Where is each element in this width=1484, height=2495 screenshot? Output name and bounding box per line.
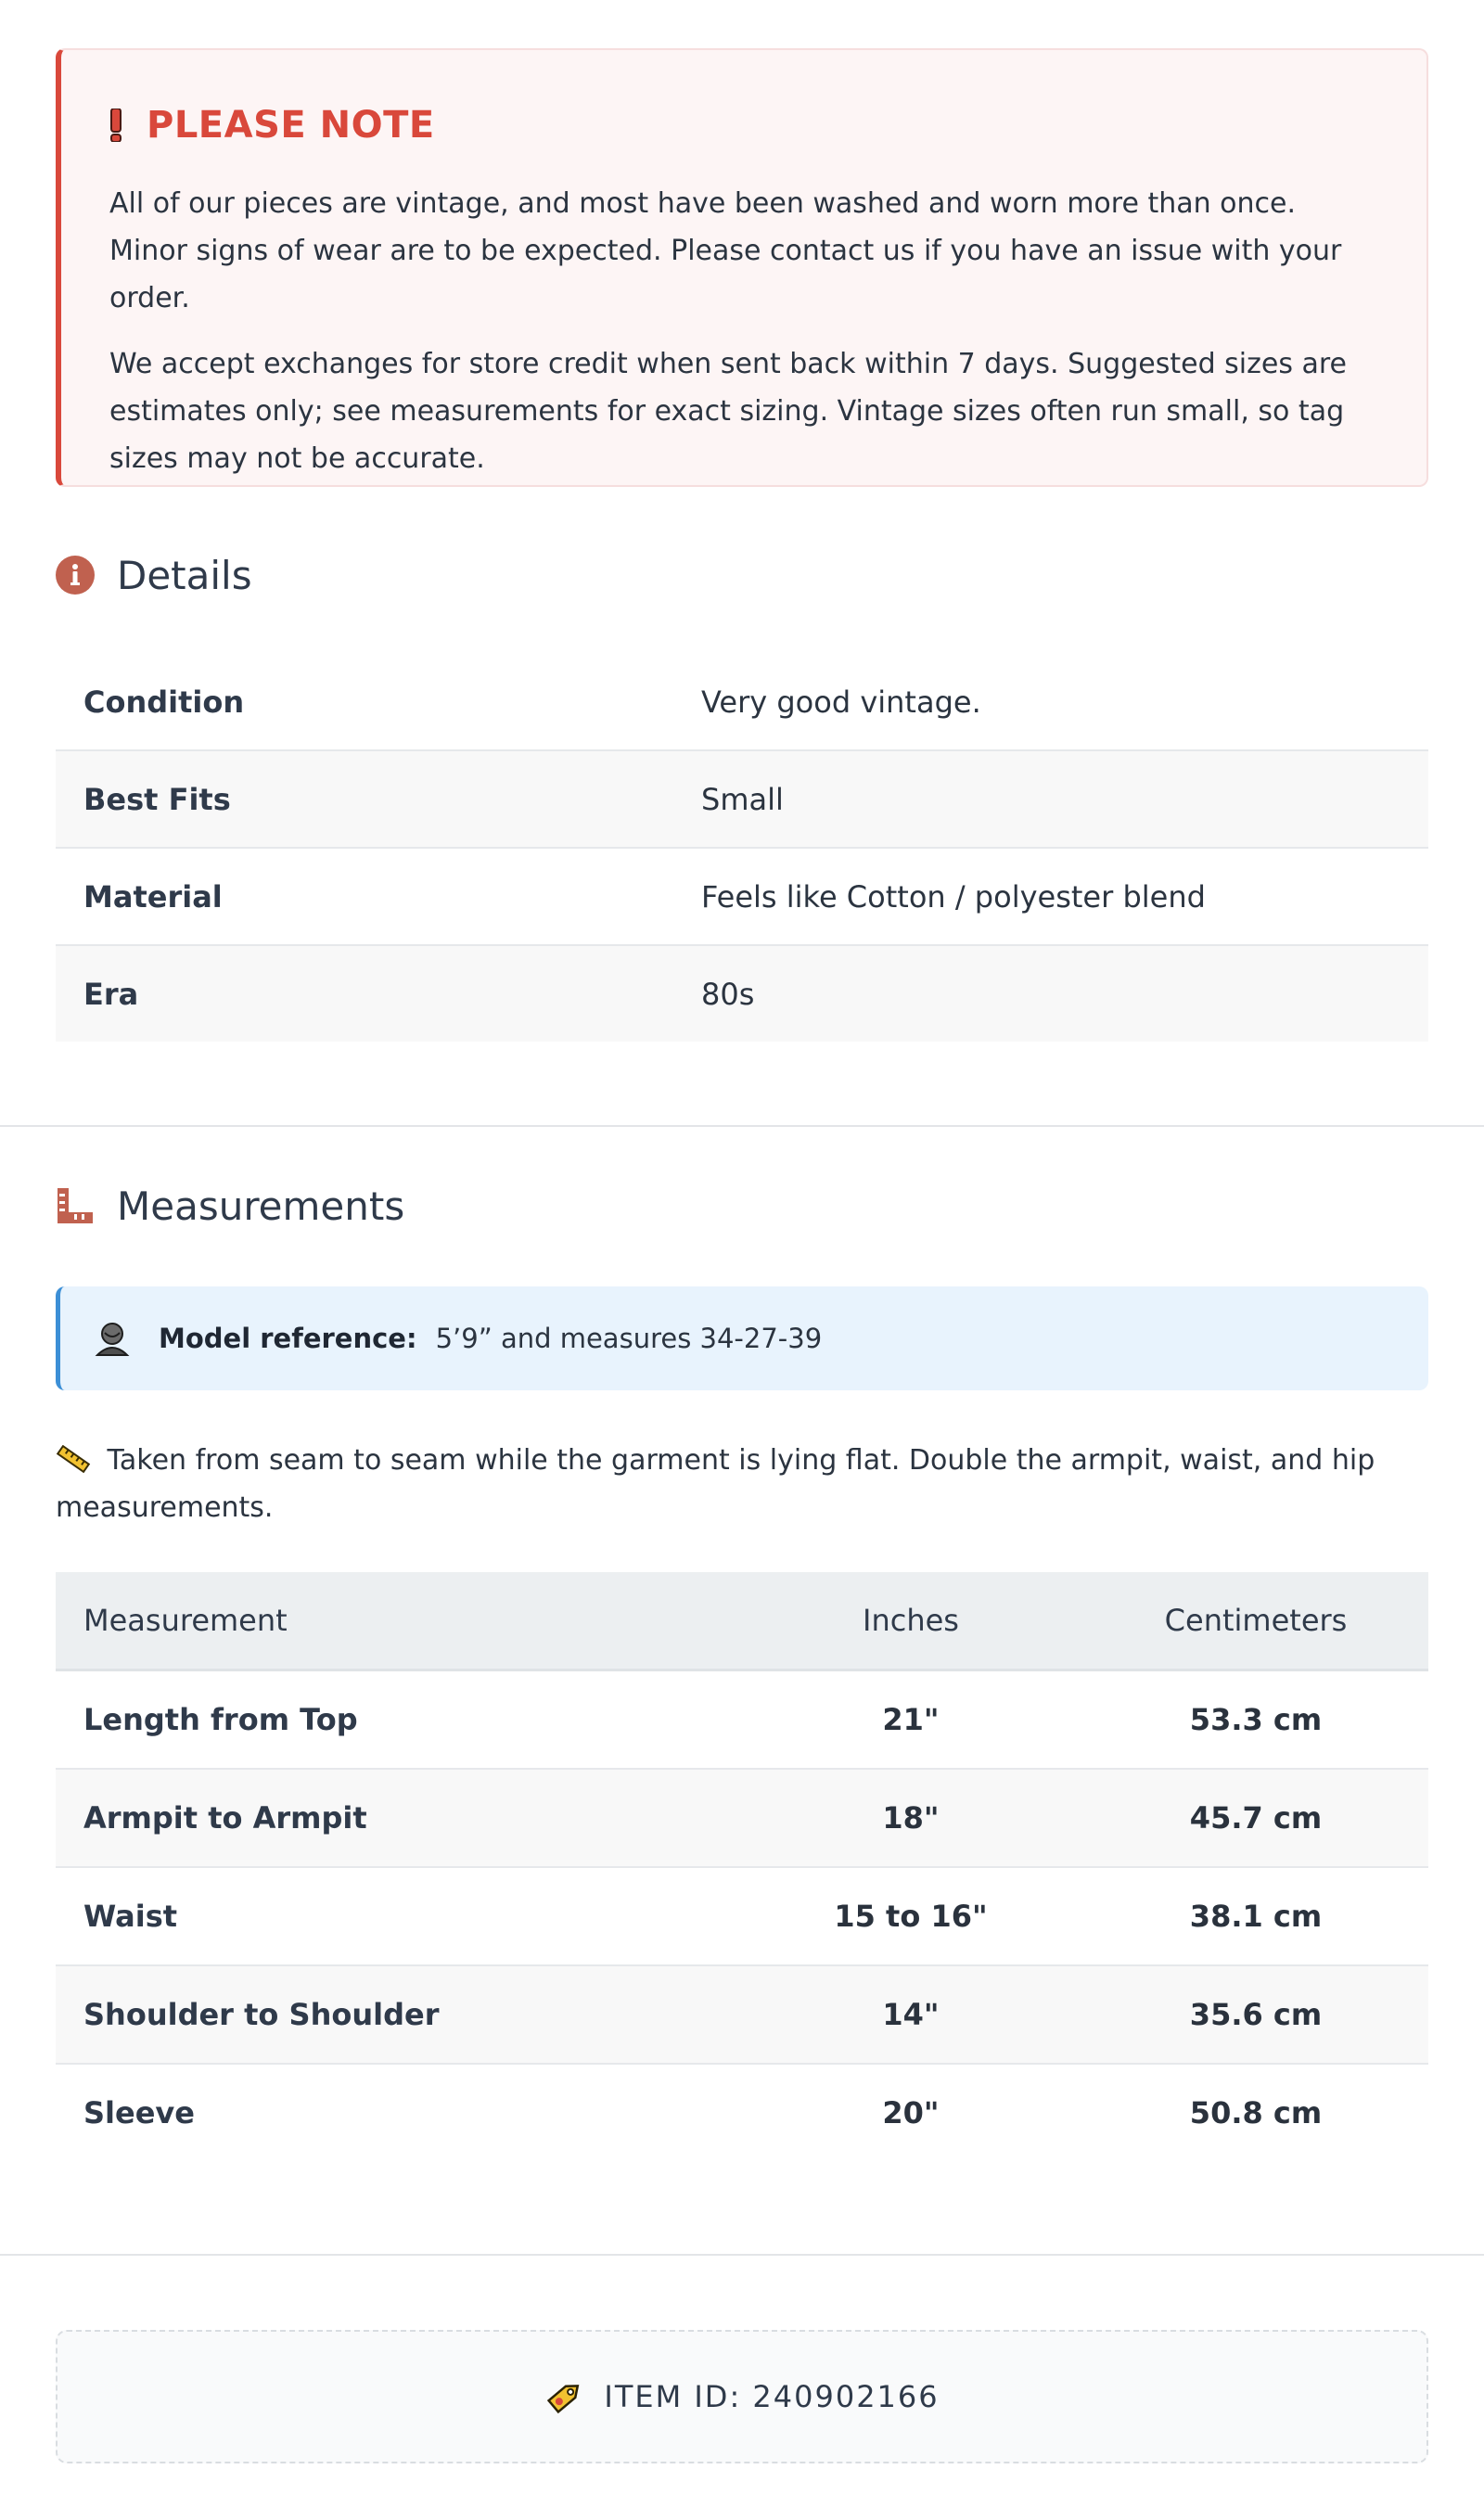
measurement-cm: 35.6 cm [1083, 1965, 1428, 2064]
measurement-name: Shoulder to Shoulder [56, 1965, 738, 2064]
model-reference-value: 5’9” and measures 34-27-39 [435, 1323, 823, 1354]
section-divider [0, 2254, 1484, 2256]
measurement-name: Sleeve [83, 2095, 195, 2130]
table-row [56, 1867, 1428, 1965]
item-id-box [56, 2330, 1428, 2463]
model-reference-label: Model reference: [159, 1323, 417, 1354]
detail-label: Material [56, 848, 673, 945]
item-id-text: ITEM ID: 240902166 [604, 2379, 940, 2414]
measurements-table [56, 1572, 1428, 2161]
exclamation-icon [109, 109, 122, 142]
person-icon [94, 1320, 131, 1357]
details-heading [56, 552, 1428, 598]
table-row [56, 1965, 1428, 2064]
measurements-heading [56, 1183, 1428, 1229]
table-row [56, 654, 1428, 750]
measurement-cm: 53.3 cm [1083, 1670, 1428, 1770]
table-header-row [56, 1572, 1428, 1670]
notice-paragraph: All of our pieces are vintage, and most have been washed and worn more than once. Minor signs of wear are to be expected. Please contact us if you have an issue with your order. [109, 187, 1342, 314]
column-header: Centimeters [1083, 1572, 1428, 1670]
detail-value: Very good vintage. [673, 654, 1428, 750]
measurement-inches: 14" [738, 1965, 1083, 2064]
measurement-name: Length from Top [56, 1670, 738, 1770]
column-header: Inches [738, 1572, 1083, 1670]
measurement-name: Waist [56, 1867, 738, 1965]
notice-box [56, 48, 1428, 487]
info-icon [56, 556, 95, 595]
notice-title [109, 104, 1375, 147]
measurement-name: Armpit to Armpit [56, 1769, 738, 1867]
table-row [56, 945, 1428, 1042]
table-row [56, 1670, 1428, 1770]
measurement-inches: 20" [882, 2095, 940, 2130]
tag-icon [544, 2376, 585, 2417]
model-reference-box [56, 1286, 1428, 1390]
table-row [56, 750, 1428, 848]
measurement-inches: 15 to 16" [738, 1867, 1083, 1965]
measurement-inches: 21" [738, 1670, 1083, 1770]
notice-paragraph: We accept exchanges for store credit when sent back within 7 days. Suggested sizes are estimates only; see measurements for exact sizing. Vintage sizes often run small, so tag sizes may not be accurate. [109, 348, 1348, 475]
detail-value: Small [673, 750, 1428, 848]
details-table [56, 654, 1428, 1042]
notice-title-text: PLEASE NOTE [147, 104, 435, 147]
detail-value: 80s [673, 945, 1428, 1042]
detail-label: Best Fits [56, 750, 673, 848]
table-row [56, 848, 1428, 945]
measurement-cm: 38.1 cm [1083, 1867, 1428, 1965]
detail-label: Era [56, 945, 673, 1042]
section-divider [0, 1125, 1484, 1127]
straight-ruler-icon [56, 1445, 91, 1473]
ruler-icon [56, 1186, 95, 1225]
column-header: Measurement [56, 1572, 738, 1670]
table-row [56, 1769, 1428, 1867]
measurement-cm: 50.8 cm [1189, 2095, 1323, 2130]
measurement-cm: 45.7 cm [1083, 1769, 1428, 1867]
details-title: Details [117, 552, 252, 598]
table-row [56, 2064, 1428, 2161]
detail-value: Feels like Cotton / polyester blend [673, 848, 1428, 945]
measurement-inches: 18" [738, 1769, 1083, 1867]
detail-label: Condition [56, 654, 673, 750]
measurement-note [56, 1437, 1428, 1531]
measurements-title: Measurements [117, 1183, 405, 1229]
measurement-note-text: Taken from seam to seam while the garment is lying flat. Double the armpit, waist, and hip measurements. [56, 1444, 1375, 1524]
